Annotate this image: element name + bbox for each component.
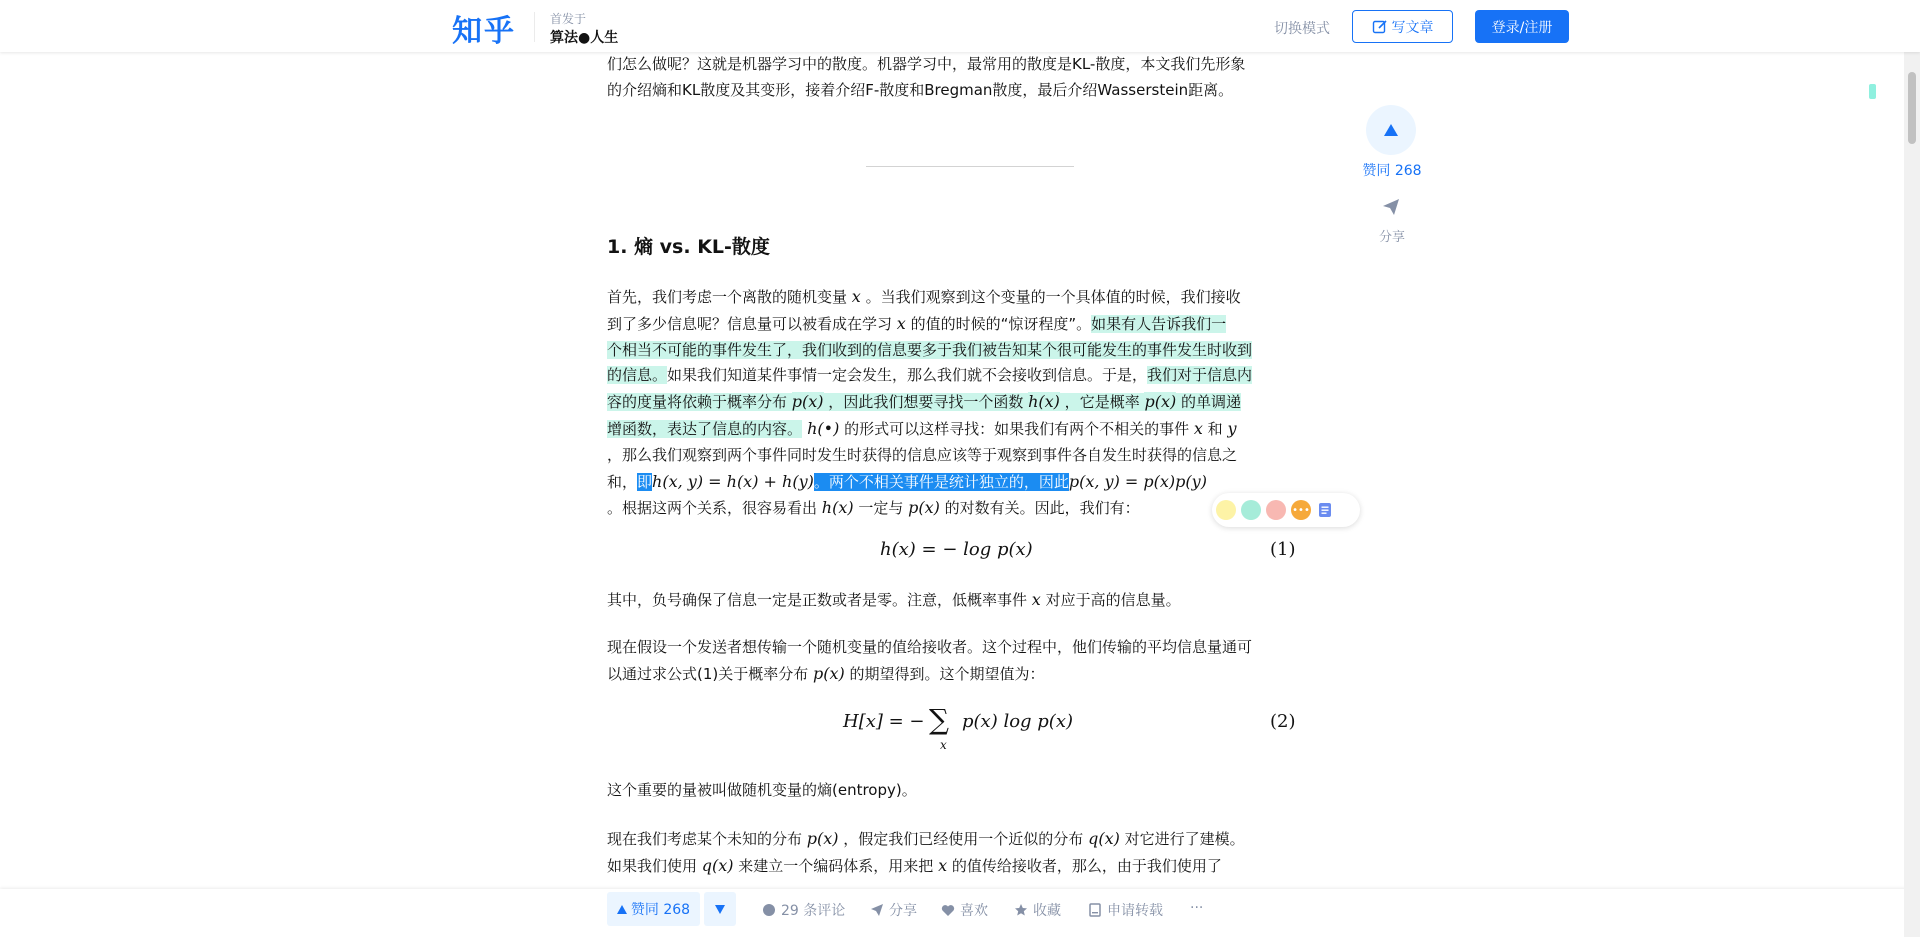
math-inline: x (938, 855, 948, 875)
write-article-label: 写文章 (1391, 19, 1434, 36)
math-inline: p(x) (908, 498, 940, 518)
equation-2-rhs: p(x) log p(x) (962, 711, 1073, 732)
comments-button[interactable] (762, 900, 845, 920)
highlighted-text[interactable]: 的信息。 (607, 366, 668, 385)
login-register-button[interactable]: 登录/注册 (1475, 10, 1569, 43)
text-line (607, 284, 1297, 311)
equation-2-lhs: H[x] = − (843, 711, 925, 732)
highlight-pink-button[interactable] (1266, 500, 1286, 520)
repost-label: 申请转载 (1107, 903, 1163, 919)
text-run: 以通过求公式(1)关于概率分布 (607, 664, 814, 683)
vote-down-button[interactable] (704, 892, 736, 926)
math-inline: q(x) (1088, 829, 1120, 848)
text-line (607, 853, 1297, 880)
paragraph-approx-dist (607, 826, 1297, 880)
section-heading: 1. 熵 vs. KL-散度 (607, 236, 770, 258)
text-run: 的值传给接收者，那么，由于我们使用了 (947, 856, 1222, 875)
vote-up-label: 赞同 268 (630, 902, 691, 918)
highlighted-text[interactable]: 它是概率 (1079, 393, 1145, 412)
highlighted-text[interactable]: 增函数，表达了信息的内容。 (607, 419, 803, 438)
write-article-button[interactable] (1352, 10, 1453, 43)
text-line (607, 416, 1297, 443)
scrollbar-track[interactable] (1904, 52, 1920, 937)
chevron-down-icon (715, 905, 725, 914)
text-line: 现在假设一个发送者想传输一个随机变量的值给接收者。这个过程中，他们传输的平均信息量通可 (607, 638, 1253, 656)
highlight-toolbar (1212, 493, 1360, 527)
comment-bubble-icon (762, 903, 776, 917)
math-inline: p(x) (1144, 392, 1177, 412)
text-line (607, 443, 1297, 469)
math-inline: p(x) (806, 829, 839, 848)
text-run: 现在我们考虑某个未知的分布 (607, 830, 807, 848)
pen-square-icon (1372, 19, 1388, 35)
highlighted-text[interactable]: 我们对于信息内 (1147, 366, 1253, 385)
math-inline: p(x) (813, 663, 845, 683)
top-header (0, 0, 1920, 52)
selected-text[interactable]: 。两个不相关事件是统计独立的，因此 (813, 472, 1069, 491)
published-label: 首发于 (550, 12, 587, 26)
math-inline: h(x) (821, 498, 854, 518)
text-run: 对应于高的信息量。 (1040, 591, 1181, 609)
text-run: 对它进行了建模。 (1119, 830, 1245, 848)
highlighted-text[interactable]: 容的度量将依赖于概率分布 (607, 393, 792, 412)
column-name-link[interactable]: 算法●人生 (550, 30, 619, 46)
text-line (607, 389, 1297, 416)
side-share-label[interactable]: 分享 (1378, 230, 1405, 245)
text-line (607, 338, 1297, 364)
text-run: ，那么我们观察到两个事件同时发生时获得的信息应该等于观察到事件各自发生时获得的信息之 (607, 445, 1238, 464)
text-run: 的值的时候的“惊讶程度”。 (905, 314, 1092, 333)
equation-number: (2) (1270, 711, 1296, 732)
triangle-up-icon (1384, 124, 1398, 136)
highlighted-text[interactable]: 的单调递 (1176, 393, 1241, 412)
scrollbar-thumb[interactable] (1908, 72, 1916, 144)
like-label: 喜欢 (960, 903, 988, 919)
text-line (607, 661, 1297, 688)
text-run: ，假定我们已经使用一个近似的分布 (838, 830, 1089, 848)
paragraph-entropy-intro (607, 284, 1297, 522)
highlighted-text[interactable]: ， (823, 393, 844, 412)
math-inline: q(x) (701, 855, 734, 875)
text-run: 到了多少信息呢？信息量可以被看成在学习 (607, 314, 897, 333)
repost-icon (1088, 903, 1102, 917)
highlighted-text[interactable]: 个相当不可能的事件发生了，我们收到的信息要多于我们被告知某个很可能发生的事件发生时收到 (607, 340, 1253, 359)
selected-text[interactable]: 即 (637, 472, 653, 491)
triangle-up-icon (617, 905, 627, 914)
paragraph-negative-sign (607, 587, 1297, 614)
math-inline: x (1193, 418, 1203, 438)
text-line (607, 469, 1297, 496)
share-label: 分享 (889, 903, 917, 919)
math-inline: h(x, y) = h(x) + h(y) (652, 471, 814, 491)
math-inline: p(x) (791, 392, 824, 412)
text-run: 和， (607, 472, 638, 491)
heart-icon (941, 904, 955, 917)
favorite-label: 收藏 (1033, 903, 1061, 919)
text-line (607, 311, 1297, 338)
star-icon (1014, 903, 1028, 917)
equation-2-sub: x (940, 738, 947, 752)
text-run: 。当我们观察到这个变量的一个具体值的时候，我们接收 (860, 288, 1241, 306)
highlight-yellow-button[interactable] (1216, 500, 1236, 520)
text-run: 。根据这两个关系，很容易看出 (607, 499, 822, 518)
math-inline: x (851, 287, 861, 306)
more-button[interactable]: ··· (1190, 900, 1204, 916)
paper-plane-icon[interactable] (1382, 198, 1400, 216)
note-icon[interactable] (1316, 501, 1334, 519)
section-divider (866, 166, 1074, 167)
text-run: 的期望得到。这个期望值为： (844, 664, 1045, 683)
intro-line: 们怎么做呢？这就是机器学习中的散度。机器学习中，最常用的散度是KL-散度，本文我们先形象 (607, 55, 1246, 73)
text-run: 来建立一个编码体系，用来把 (733, 856, 939, 875)
switch-mode-button[interactable]: 切换模式 (1274, 21, 1330, 37)
repost-button[interactable] (1088, 900, 1163, 920)
text-run: 如果我们使用 (607, 856, 702, 875)
text-run: 一定与 (853, 499, 909, 518)
math-inline: h(•) (802, 418, 840, 438)
equation-number: (1) (1270, 539, 1296, 560)
vote-up-button[interactable] (607, 892, 700, 926)
highlighted-text[interactable]: 因此我们想要寻找一个函数 (843, 393, 1029, 412)
text-line (607, 495, 1297, 522)
like-button[interactable] (941, 900, 988, 920)
math-inline: x (896, 313, 906, 333)
highlighted-text[interactable]: ， (1059, 393, 1080, 412)
equation-2-sum: ∑ (929, 703, 949, 736)
equation-1: h(x) = − log p(x) (880, 539, 1033, 560)
side-vote-button[interactable] (1366, 105, 1416, 155)
text-run: 和 (1202, 419, 1228, 438)
intro-paragraph (607, 52, 1297, 104)
text-run: 如果我们知道某件事情一定会发生，那么我们就不会接收到信息。于是， (667, 366, 1148, 385)
header-divider (534, 12, 535, 42)
text-line (607, 363, 1297, 389)
paper-plane-icon (870, 903, 884, 917)
side-vote-label[interactable]: 赞同 268 (1362, 163, 1422, 179)
text-line (607, 826, 1297, 853)
math-inline: p(x, y) = p(x)p(y) (1068, 471, 1207, 491)
text-run: 的形式可以这样寻找：如果我们有两个不相关的事件 (839, 419, 1194, 438)
text-run: 的对数有关。因此，我们有： (939, 499, 1140, 518)
highlight-marker (1869, 84, 1876, 99)
comments-label: 29 条评论 (781, 903, 846, 919)
text-run: 首先，我们考虑一个离散的随机变量 (607, 288, 852, 306)
paragraph-expected-info (607, 635, 1297, 688)
math-inline: h(x) (1028, 392, 1060, 412)
intro-line: 的介绍熵和KL散度及其变形，接着介绍F-散度和Bregman散度，最后介绍Wasserstein距离。 (607, 80, 1234, 99)
zhihu-logo[interactable]: 知乎 (452, 14, 516, 49)
math-inline: x (1031, 590, 1041, 609)
highlighted-text[interactable]: 如果有人告诉我们一 (1091, 314, 1227, 333)
favorite-button[interactable] (1014, 900, 1061, 920)
highlight-green-button[interactable] (1241, 500, 1261, 520)
text-run: 其中，负号确保了信息一定是正数或者是零。注意，低概率事件 (607, 591, 1032, 609)
math-inline: y (1227, 418, 1237, 438)
comment-bubble-icon[interactable]: ••• (1291, 500, 1311, 520)
paragraph-entropy-def: 这个重要的量被叫做随机变量的熵(entropy)。 (607, 781, 917, 799)
share-button[interactable] (870, 900, 917, 920)
